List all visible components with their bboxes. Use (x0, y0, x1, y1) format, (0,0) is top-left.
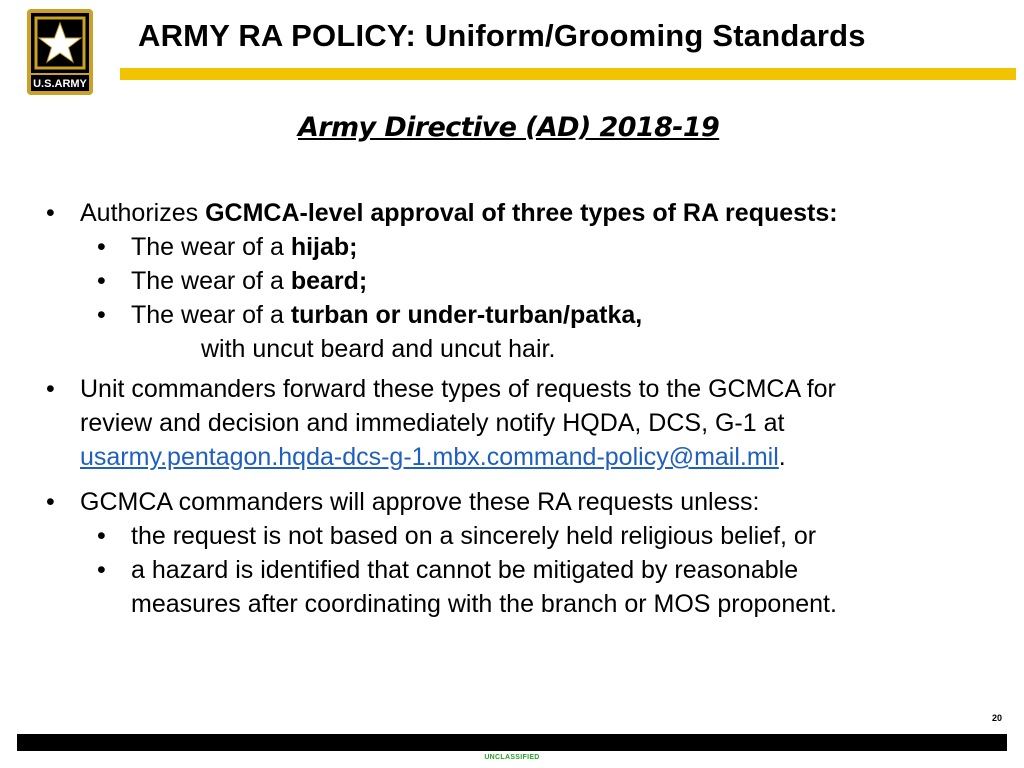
bullet-line: review and decision and immediately notify HQDA, DCS, G-1 at (80, 409, 785, 437)
sub-bullet-bold: hijab; (290, 233, 358, 261)
bullet-icon: • (46, 199, 55, 227)
bullet-icon: • (46, 488, 55, 516)
sub-bullet-text: a hazard is identified that cannot be mitigated by reasonable (131, 556, 799, 584)
sub-bullet-not-sincere (40, 519, 980, 553)
page-number: 20 (991, 713, 1002, 723)
slide-content (40, 196, 980, 621)
sub-bullet-text: the request is not based on a sincerely held religious belief, or (131, 522, 817, 550)
sub-bullet-bold: turban or under-turban/patka, (290, 301, 643, 329)
bullet-icon: • (97, 556, 106, 584)
title-underline-bar (120, 68, 1016, 80)
bullet-unit-commanders (40, 372, 980, 474)
bullet-prefix: Authorizes (80, 199, 206, 227)
sub-bullet-prefix: The wear of a (131, 301, 291, 329)
bullet-bold: GCMCA-level approval of three types of RA requests: (205, 199, 838, 227)
bullet-authorizes (40, 196, 980, 230)
page-title: ARMY RA POLICY: Uniform/Grooming Standards (138, 18, 866, 53)
sub-bullet-text: measures after coordinating with the branch or MOS proponent. (131, 590, 837, 618)
directive-subtitle: Army Directive (AD) 2018-19 (298, 112, 720, 143)
classification-label: UNCLASSIFIED (484, 754, 540, 761)
footer-bar (17, 734, 1007, 751)
sub-bullet-hijab (40, 230, 980, 264)
bullet-icon: • (46, 375, 55, 403)
bullet-icon: • (97, 233, 106, 261)
bullet-line: Unit commanders forward these types of requests to the GCMCA for (80, 375, 836, 403)
sub-bullet-turban-continuation: with uncut beard and uncut hair. (201, 335, 556, 363)
sub-bullet-hazard (40, 553, 980, 621)
us-army-logo (27, 9, 93, 95)
bullet-text: GCMCA commanders will approve these RA requests unless: (80, 488, 760, 516)
logo-text: U.S.ARMY (33, 78, 87, 90)
bullet-icon: • (97, 267, 106, 295)
bullet-gcmca-approve (40, 485, 980, 519)
command-policy-email-link[interactable]: usarmy.pentagon.hqda-dcs-g-1.mbx.command-policy@mail.mil (80, 443, 779, 471)
sub-bullet-prefix: The wear of a (131, 267, 291, 295)
bullet-icon: • (97, 522, 106, 550)
sub-bullet-turban (40, 298, 980, 332)
bullet-icon: • (97, 301, 106, 329)
link-period: . (778, 443, 786, 471)
sub-bullet-beard (40, 264, 980, 298)
sub-bullet-bold: beard; (290, 267, 368, 295)
sub-bullet-prefix: The wear of a (131, 233, 291, 261)
